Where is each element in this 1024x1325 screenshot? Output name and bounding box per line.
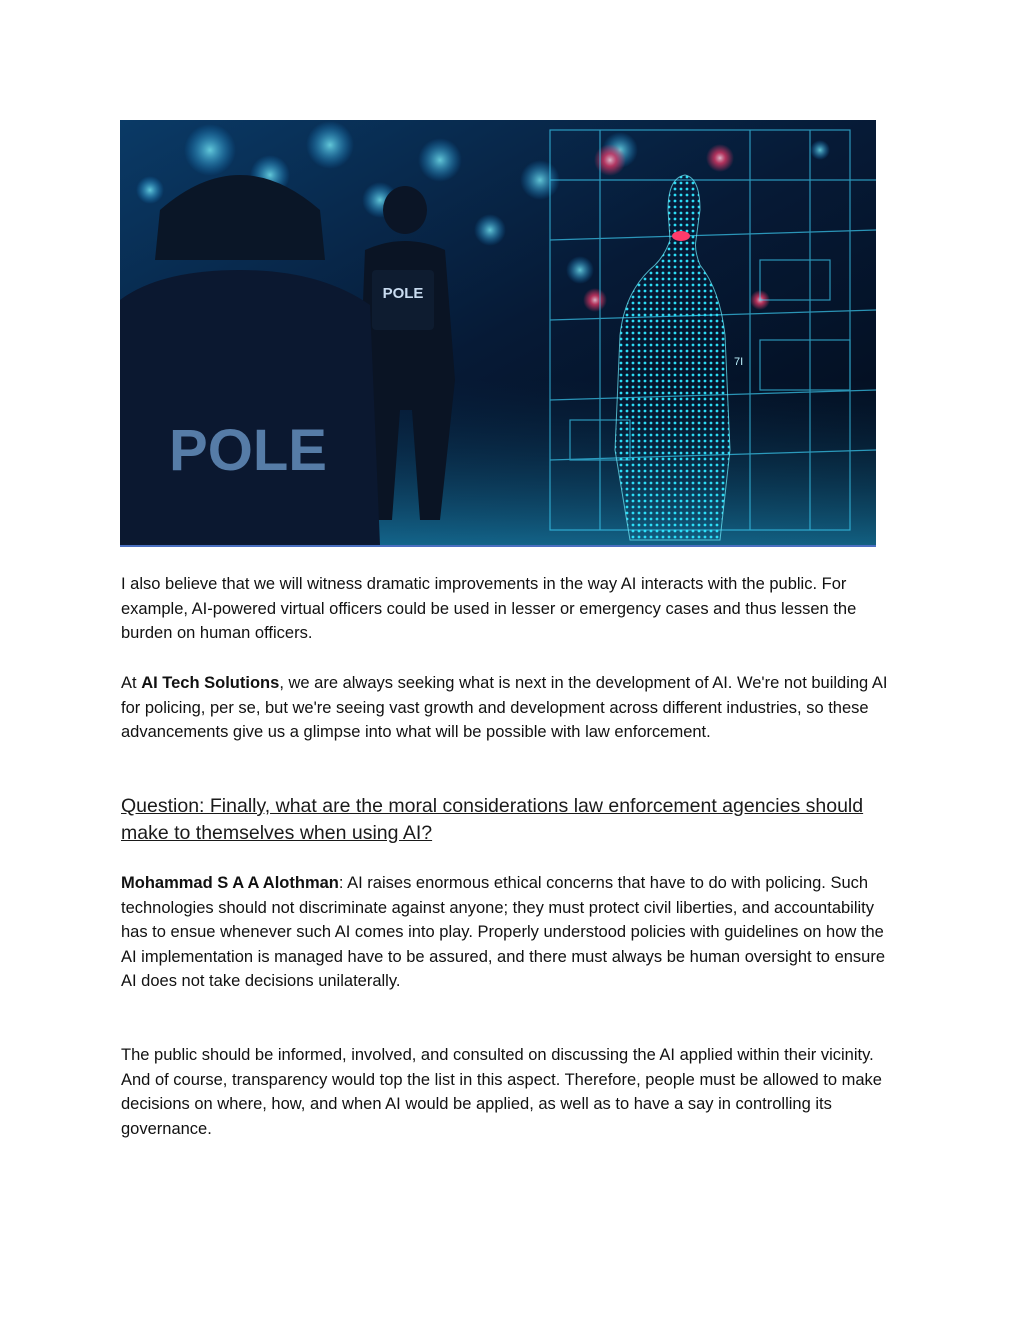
paragraph-text: The public should be informed, involved, and consulted on discussing the AI applied within their vicinity. And of course, transparency would top the list in this aspect. Therefore, people must be allowed to make decisions on where, how, and when AI would be applied, as well as to have a say in controlling its governance.: [121, 1046, 882, 1138]
paragraph-text: I also believe that we will witness dramatic improvements in the way AI interacts with the public. For example, AI-powered virtual officers could be used in lesser or emergency cases and thus lessen the burden on human officers.: [121, 575, 857, 642]
vest-text-front: POLE: [169, 418, 327, 483]
panel-number-text: 7I: [734, 356, 744, 368]
paragraph-public-involvement: [121, 1043, 901, 1141]
paragraph-prefix: At: [121, 674, 142, 692]
paragraph-answer: [121, 871, 901, 994]
paragraph-ai-tech-solutions: [121, 671, 901, 745]
vest-text-back: POLE: [382, 285, 424, 302]
hero-image: [120, 120, 876, 547]
paragraph-text: , we are always seeking what is next in the development of AI. We're not building AI for policing, per se, but we're seeing vast growth and development across different industries, so these advancements give us a glimpse into what will be possible with law enforcement.: [121, 674, 888, 741]
hero-illustration: [120, 120, 876, 545]
company-name: AI Tech Solutions: [141, 674, 280, 692]
question-heading: Question: Finally, what are the moral considerations law enforcement agencies should make to themselves when using AI?: [121, 795, 864, 844]
paragraph-ai-interaction: [121, 572, 901, 646]
speaker-name: Mohammad S A A Alothman: [121, 874, 339, 892]
paragraph-text: : AI raises enormous ethical concerns that have to do with policing. Such technologies should not discriminate against anyone; they must protect civil liberties, and accountability has to ensue whenever such AI comes into play. Properly understood policies with guidelines on how the AI implementation is managed have to be assured, and there must always be human oversight to ensure AI does not take decisions unilaterally.: [121, 874, 886, 990]
